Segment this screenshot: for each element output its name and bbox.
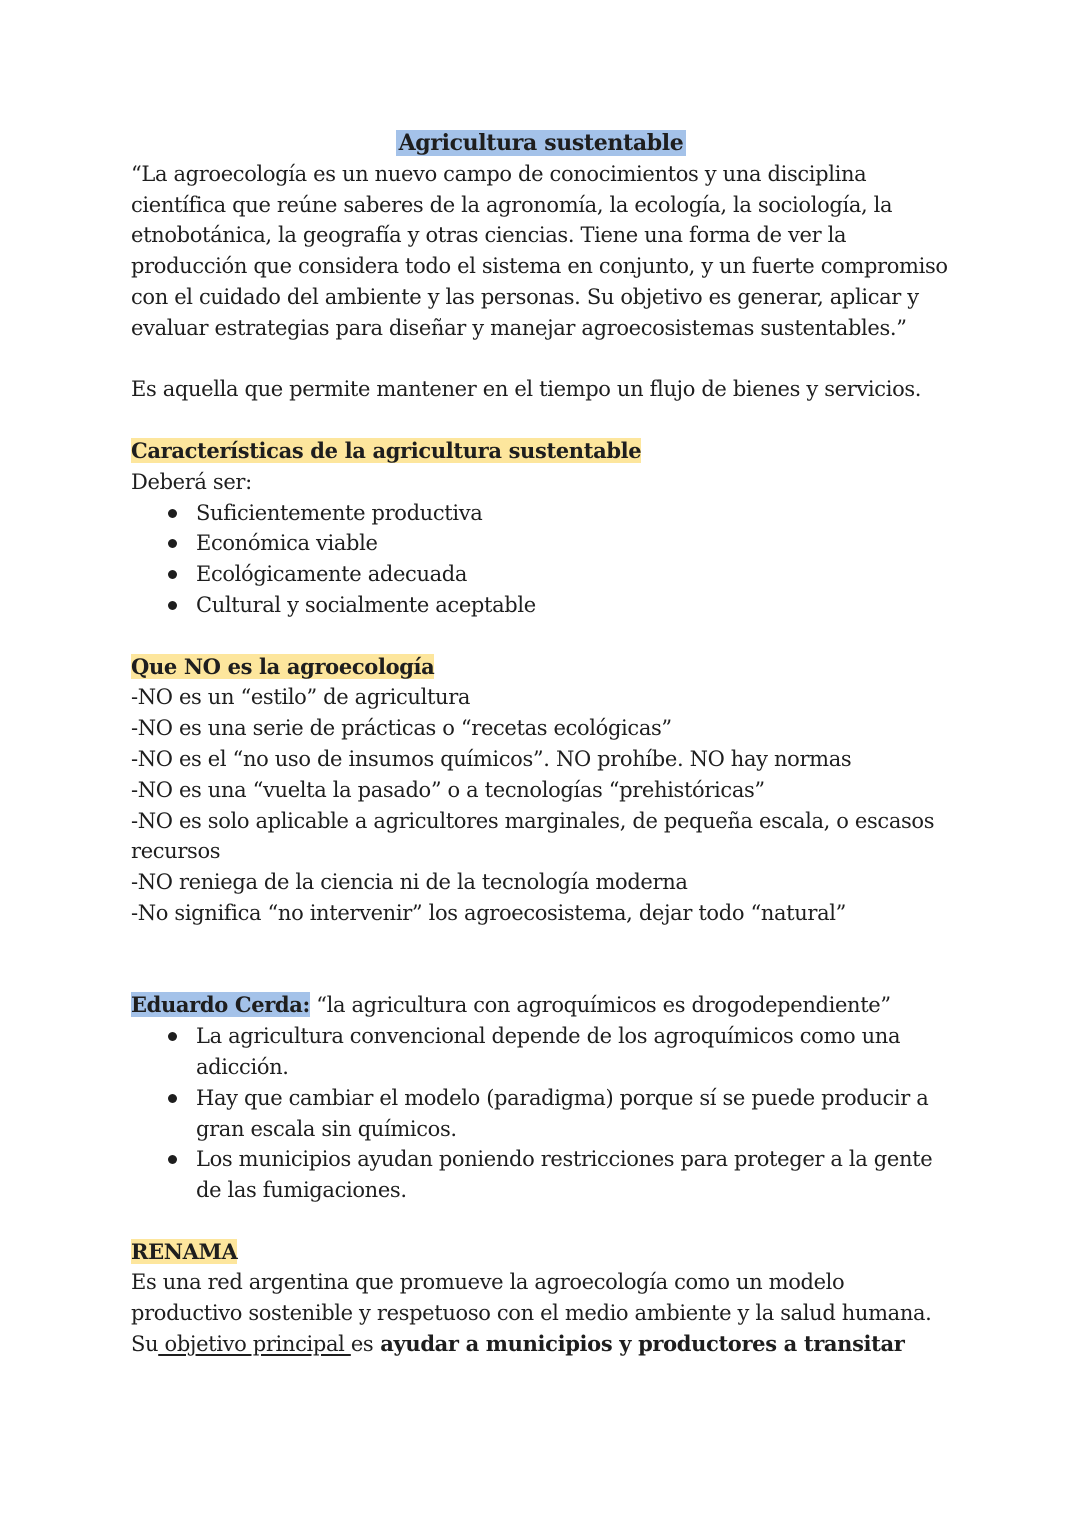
title-row — [131, 128, 951, 159]
spacer — [131, 344, 951, 375]
renama-heading: RENAMA — [131, 1238, 238, 1264]
list-item — [196, 528, 951, 559]
not-agroecology-line: -No significa “no intervenir” los agroecosistema, dejar todo “natural” — [131, 900, 847, 925]
cerda-name: Eduardo Cerda: — [131, 992, 310, 1018]
list-item — [196, 1144, 951, 1206]
not-agroecology-heading-row — [131, 652, 951, 683]
renama-text: Es una red argentina que promueve la agroecología como un modelo productivo sostenible y respetuoso con el medio ambiente y la salud humana. — [131, 1270, 932, 1326]
list-item — [196, 498, 951, 529]
objective-underlined: objetivo principal — [158, 1332, 351, 1357]
list-item-text: Hay que cambiar el modelo (paradigma) porque sí se puede producir a gran escala sin químicos. — [196, 1085, 929, 1141]
list-item-text: Ecológicamente adecuada — [196, 562, 468, 587]
list-item-text: Económica viable — [196, 531, 378, 556]
list-item — [196, 559, 951, 590]
cerda-quote: “la agricultura con agroquímicos es drogodependiente” — [316, 993, 891, 1018]
definition-text: Es aquella que permite mantener en el tiempo un flujo de bienes y servicios. — [131, 377, 922, 402]
bullet-icon — [168, 601, 177, 610]
spacer — [131, 405, 951, 436]
spacer — [131, 621, 951, 652]
not-agroecology-line: -NO es solo aplicable a agricultores marginales, de pequeña escala, o escasos recursos — [131, 808, 935, 864]
objective-bold: ayudar a municipios y productores a transitar — [373, 1331, 905, 1357]
cerda-list — [131, 1021, 951, 1206]
list-item — [196, 1021, 951, 1083]
list-item-text: La agricultura convencional depende de los agroquímicos como una adicción. — [196, 1024, 901, 1079]
not-agroecology-line: -NO es un “estilo” de agricultura — [131, 685, 471, 710]
cerda-quote-row — [131, 990, 951, 1021]
not-agroecology-line: -NO es el “no uso de insumos químicos”. NO prohíbe. NO hay normas — [131, 746, 852, 771]
characteristics-list — [131, 498, 951, 621]
not-agroecology-line: -NO es una “vuelta la pasado” o a tecnologías “prehistóricas” — [131, 777, 765, 802]
list-item-text: Cultural y socialmente aceptable — [196, 592, 536, 617]
characteristics-heading: Características de la agricultura sustentable — [131, 437, 642, 463]
characteristics-heading-row — [131, 436, 951, 467]
document-page — [131, 128, 951, 1360]
bullet-icon — [168, 1094, 177, 1103]
bullet-icon — [168, 1155, 177, 1164]
characteristics-lead: Deberá ser: — [131, 469, 252, 494]
list-item — [196, 1083, 951, 1145]
intro-quote: “La agroecología es un nuevo campo de conocimientos y una disciplina científica que reúne saberes de la agronomía, la ecología, la sociología, la etnobotánica, la geografía y otras ciencias. Tiene una forma de ver la producción que considera todo el sistema en conjunto, y un fuerte compromiso con el cuidado del ambiente y las personas. Su objetivo es generar, aplicar y evaluar estrategias para diseñar y manejar agroecosistemas sustentables.” — [131, 161, 948, 340]
not-agroecology-line: -NO reniega de la ciencia ni de la tecnología moderna — [131, 870, 688, 895]
renama-heading-row — [131, 1237, 951, 1268]
objective-mid: es — [350, 1332, 374, 1357]
not-agroecology-heading: Que NO es la agroecología — [131, 653, 435, 679]
bullet-icon — [168, 1032, 177, 1041]
bullet-icon — [168, 570, 177, 579]
renama-objective — [131, 1329, 951, 1360]
bullet-icon — [168, 539, 177, 548]
list-item — [196, 590, 951, 621]
list-item-text: Los municipios ayudan poniendo restricciones para proteger a la gente de las fumigaciones. — [196, 1147, 933, 1203]
bullet-icon — [168, 509, 177, 518]
not-agroecology-line: -NO es una serie de prácticas o “recetas ecológicas” — [131, 716, 672, 741]
objective-prefix: Su — [131, 1332, 159, 1357]
spacer — [131, 1206, 951, 1237]
document-title: Agricultura sustentable — [396, 130, 687, 156]
list-item-text: Suficientemente productiva — [196, 500, 483, 525]
spacer — [131, 929, 951, 991]
